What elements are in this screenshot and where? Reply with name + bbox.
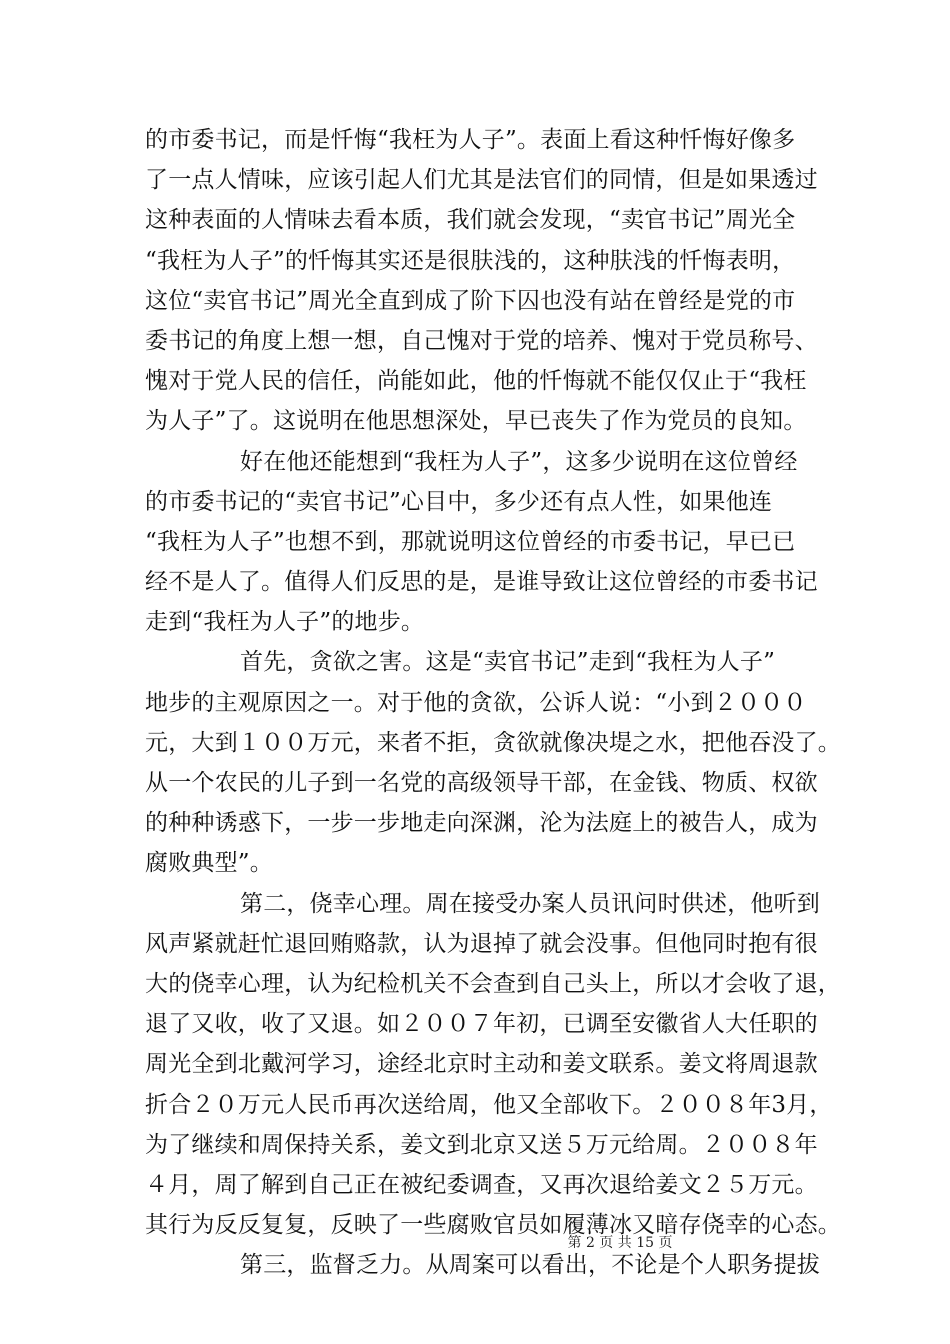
text-line: ４月，周了解到自己正在被纪委调查，又再次退给姜文２５万元。 [145,1171,818,1198]
text-line: 委书记的角度上想一想，自己愧对于党的培养、愧对于党员称号、 [145,327,818,354]
text-line: 为人子”了。这说明在他思想深处，早已丧失了作为党员的良知。 [145,408,807,435]
paragraph-start-line: 第三，监督乏力。从周案可以看出，不论是个人职务提拔 [240,1252,820,1279]
text-line: 的市委书记，而是忏悔“我枉为人子”。表面上看这种忏悔好像多 [145,127,796,153]
text-line: 愧对于党人民的信任，尚能如此，他的忏悔就不能仅仅止于“我枉 [145,368,807,395]
text-line: 为了继续和周保持关系，姜文到北京又送５万元给周。２００８年 [145,1131,818,1158]
text-line: 走到“我枉为人子”的地步。 [145,609,425,636]
text-line: 经不是人了。值得人们反思的是，是谁导致让这位曾经的市委书记 [145,569,818,596]
text-line: 了一点人情味，应该引起人们尤其是法官们的同情，但是如果透过 [145,167,818,194]
text-line: 这种表面的人情味去看本质，我们就会发现，“卖官书记”周光全 [145,207,796,234]
paragraph-start-line: 好在他还能想到“我枉为人子”，这多少说明在这位曾经 [240,448,798,475]
text-line: 这位“卖官书记”周光全直到成了阶下囚也没有站在曾经是党的市 [145,287,796,314]
text-line: 元，大到１００万元，来者不拒，贪欲就像决堤之水，把他吞没了。 [145,729,841,756]
text-line: 周光全到北戴河学习，途经北京时主动和姜文联系。姜文将周退款 [145,1051,818,1078]
text-line: “我枉为人子”也想不到，那就说明这位曾经的市委书记，早已已 [145,528,796,555]
text-line: 的市委书记的“卖官书记”心目中，多少还有点人性，如果他连 [145,488,773,515]
text-line: 其行为反反复复，反映了一些腐败官员如履薄冰又暗存侥幸的心态。 [145,1212,841,1239]
text-line: 地步的主观原因之一。对于他的贪欲，公诉人说：“小到２０００ [145,689,807,716]
text-line: 腐败典型”。 [145,850,273,877]
paragraph-start-line: 第二，侥幸心理。周在接受办案人员讯问时供述，他听到 [240,890,820,917]
text-line: 从一个农民的儿子到一名党的高级领导干部，在金钱、物质、权欲 [145,770,818,796]
page-number-footer: 第 2 页 共 15 页 [567,1235,673,1251]
text-line: “我枉为人子”的忏悔其实还是很肤浅的，这种肤浅的忏悔表明， [145,247,796,274]
text-line: 大的侥幸心理，认为纪检机关不会查到自己头上，所以才会收了退， [145,970,841,997]
text-line: 折合２０万元人民币再次送给周，他又全部收下。２００８年3月， [145,1091,833,1118]
body-text [145,120,841,1285]
text-line: 风声紧就赶忙退回贿赂款，认为退掉了就会没事。但他同时抱有很 [145,930,818,957]
text-line: 的种种诱惑下，一步一步地走向深渊，沦为法庭上的被告人，成为 [145,810,818,837]
paragraph-start-line: 首先，贪欲之害。这是“卖官书记”走到“我枉为人子” [240,649,776,676]
text-line: 退了又收，收了又退。如２００７年初，已调至安徽省人大任职的 [145,1011,818,1038]
